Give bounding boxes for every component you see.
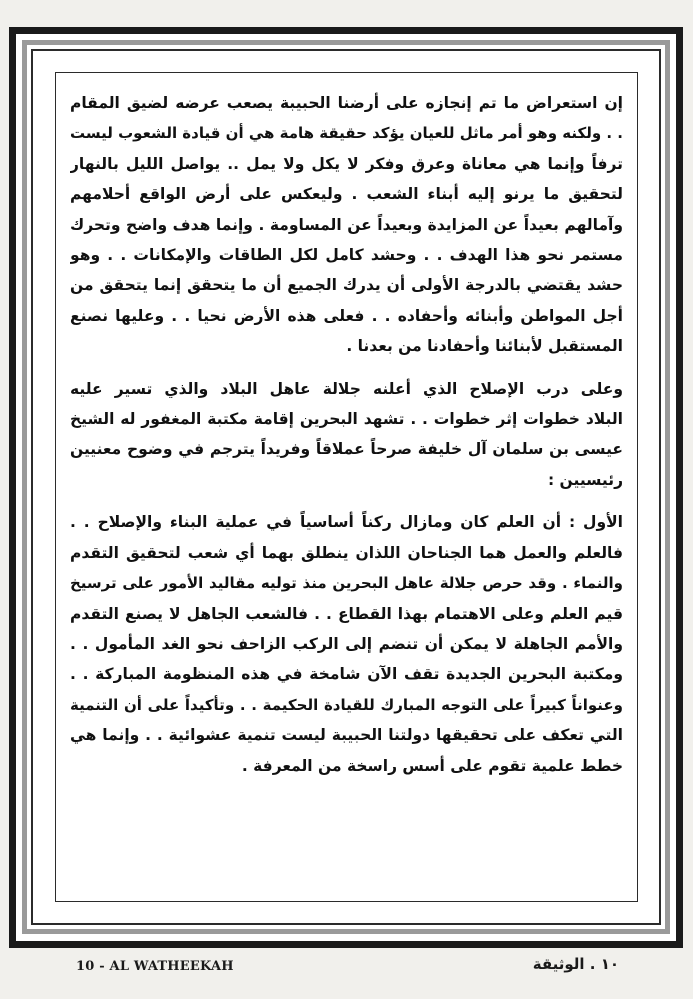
text-line: لتحقيق ما يرنو إليه أبناء الشعب . وليعكس على أرض الواقع أحلامهم — [70, 185, 623, 204]
article-body — [70, 88, 623, 781]
text-line: وعنواناً كبيراً على التوجه المبارك للقيادة الحكيمة . . وتأكيداً على أن التنمية — [70, 695, 623, 714]
text-line: أجل المواطن وأبنائه وأحفاده . . فعلى هذه الأرض نحيا . . وعليها نصنع — [70, 306, 623, 325]
text-line: الأول : أن العلم كان ومازال ركناً أساسياً في عملية البناء والإصلاح . . — [70, 513, 623, 532]
text-line: . . ولكنه وهو أمر ماثل للعيان يؤكد حقيقة هامة هي أن قيادة الشعوب ليست — [70, 124, 623, 143]
text-line: البلاد خطوات إثر خطوات . . تشهد البحرين إقامة مكتبة المغفور له الشيخ — [70, 410, 623, 429]
text-line: فالعلم والعمل هما الجناحان اللذان ينطلق بهما أي شعب لتحقيق التقدم — [70, 543, 623, 562]
text-line: خطط علمية تقوم على أسس راسخة من المعرفة . — [241, 756, 623, 775]
text-line: قيم العلم وعلى الاهتمام بهذا القطاع . . فالشعب الجاهل لا يصنع التقدم — [70, 604, 623, 623]
page-footer — [0, 955, 693, 985]
text-line: ومكتبة البحرين الجديدة تقف الآن شامخة في هذه المنظومة المباركة . . — [70, 665, 623, 684]
text-line: إن استعراض ما تم إنجازه على أرضنا الحبيبة يصعب عرضه لضيق المقام — [70, 94, 623, 112]
paragraph — [70, 507, 623, 781]
text-line: التي تعكف على تحقيقها دولتنا الحبيبة ليست تنمية عشوائية . . وإنما هي — [70, 726, 623, 745]
text-line: حشد يقتضي بالدرجة الأولى أن يدرك الجميع أن ما يتحقق إنما يتحقق من — [70, 276, 623, 295]
text-line: وعلى درب الإصلاح الذي أعلنه جلالة عاهل البلاد والذي تسير عليه — [70, 379, 623, 398]
text-line: المستقبل لأبنائنا وأحفادنا من بعدنا . — [346, 337, 623, 356]
text-line: رئيسيين : — [547, 470, 623, 489]
text-line: وآمالهم بعيداً عن المزايدة وبعيداً عن المساومة . وإنما هدف واضح وتحرك — [70, 215, 623, 234]
paragraph — [70, 374, 623, 496]
text-line: عيسى بن سلمان آل خليفة صرحاً عملاقاً وفريداً يترجم في وضوح معنيين — [70, 440, 623, 459]
text-line: ترفاً وإنما هي معاناة وعرق وفكر لا يكل ولا يمل .. يواصل الليل بالنهار — [70, 154, 623, 173]
footer-page-label-arabic: ١٠ . الوثيقة — [532, 955, 619, 973]
paragraph — [70, 88, 623, 362]
text-line: مستمر نحو هذا الهدف . . وحشد كامل لكل الطاقات والإمكانات . . وهو — [70, 246, 623, 265]
footer-page-label-english: 10 - AL WATHEEKAH — [76, 959, 234, 974]
text-line: والأمم الجاهلة لا يمكن أن تنضم إلى الركب الزاحف نحو الغد المأمول . . — [70, 634, 623, 653]
text-line: والنماء . وقد حرص جلالة عاهل البحرين منذ توليه مقاليد الأمور على ترسيخ — [70, 574, 623, 593]
